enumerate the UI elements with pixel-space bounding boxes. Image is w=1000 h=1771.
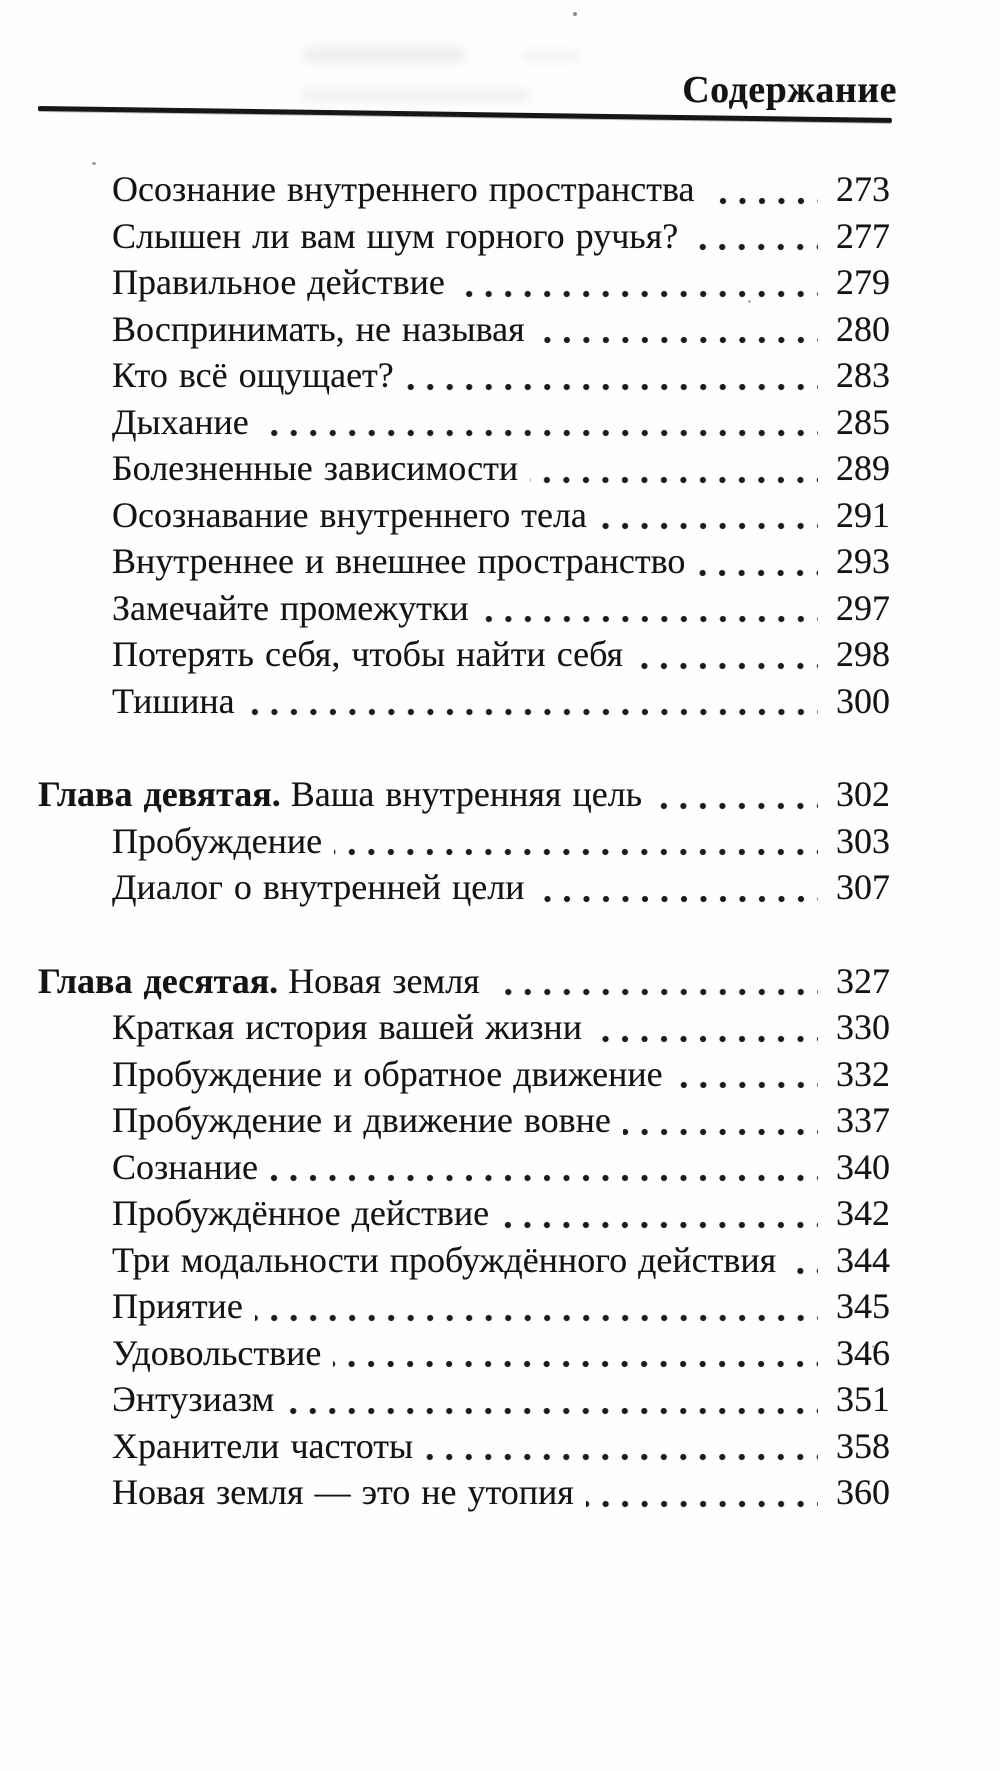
toc-item-page: 293: [836, 541, 890, 581]
toc-item-title: Слышен ли вам шум горного ручья?: [112, 215, 679, 256]
toc-row: [38, 864, 890, 911]
toc-row: [38, 1469, 890, 1516]
toc-row: [38, 1004, 890, 1051]
toc-row: [38, 259, 890, 306]
toc-item-title: Новая земля — это не утопия: [112, 1472, 574, 1512]
toc-item-page: 300: [836, 680, 890, 721]
toc-item-title: Диалог о внутренней цели: [112, 867, 525, 907]
toc-item-title: Кто всё ощущает?: [112, 355, 394, 395]
dot-leader: [599, 492, 818, 539]
toc-item-title: Хранители частоты: [112, 1425, 414, 1466]
toc-row: [38, 1423, 890, 1470]
dot-leader: [255, 1283, 818, 1330]
toc-item-title: Потерять себя, чтобы найти себя: [112, 634, 624, 674]
toc-row: [38, 631, 890, 678]
dot-leader: [270, 1144, 818, 1191]
toc-item-title: Осознание внутреннего пространства: [112, 169, 695, 209]
toc-item-page: 291: [836, 494, 890, 535]
toc-item-page: 297: [836, 587, 890, 628]
dot-leader: [707, 166, 818, 213]
dot-leader: [247, 678, 818, 725]
toc-item-title: Пробуждение и движение вовне: [112, 1100, 611, 1140]
toc-item-page: 327: [836, 960, 890, 1001]
dot-leader: [623, 1097, 818, 1144]
toc-section-chapter-10: [38, 958, 890, 1516]
toc-chapter-row: [38, 958, 890, 1005]
dot-leader: [425, 1423, 818, 1470]
toc-item-page: 285: [836, 401, 890, 442]
toc-item-page: 337: [836, 1100, 890, 1140]
dot-leader: [286, 1376, 818, 1423]
toc-item-page: 279: [836, 262, 890, 302]
toc-item-title: Правильное действие: [112, 262, 445, 302]
toc-item-page: 345: [836, 1286, 890, 1326]
dot-leader: [788, 1237, 818, 1284]
dot-leader: [594, 1004, 818, 1051]
toc-row: [38, 818, 890, 865]
toc-item-page: 298: [836, 634, 890, 674]
chapter-title: Ваша внутренняя цель: [290, 774, 643, 814]
toc-section: [38, 166, 890, 724]
toc-row: [38, 352, 890, 399]
dot-leader: [333, 1330, 818, 1377]
toc-item-page: 351: [836, 1379, 890, 1419]
toc-row: [38, 1376, 890, 1423]
toc-row: [38, 1144, 890, 1191]
dot-leader: [675, 1051, 818, 1098]
toc-section-chapter-9: [38, 771, 890, 911]
toc-item-page: 280: [836, 308, 890, 349]
chapter-number-label: Глава десятая.: [38, 960, 279, 1001]
dot-leader: [530, 445, 818, 492]
dot-leader: [492, 958, 818, 1005]
toc-item-page: 358: [836, 1425, 890, 1466]
dot-leader: [697, 538, 818, 585]
toc-row: [38, 1097, 890, 1144]
dot-leader: [334, 818, 818, 865]
toc-row: [38, 1330, 890, 1377]
toc-row: [38, 492, 890, 539]
toc-item-title: Приятие: [112, 1286, 243, 1326]
toc-item-page: 307: [836, 867, 890, 907]
toc-item-title: Пробуждённое действие: [112, 1193, 490, 1233]
dot-leader: [690, 213, 818, 260]
dot-leader: [654, 771, 818, 818]
toc-item-title: Сознание: [112, 1146, 258, 1187]
toc-row: [38, 678, 890, 725]
toc-item-title: Внутреннее и внешнее пространство: [112, 541, 686, 581]
toc-item-title: Замечайте промежутки: [112, 587, 469, 628]
scan-speckle: [92, 162, 96, 165]
toc-item-title: Пробуждение и обратное движение: [112, 1053, 663, 1094]
toc-item-title: Энтузиазм: [112, 1379, 275, 1419]
dot-leader: [586, 1469, 818, 1516]
toc-item-page: 342: [836, 1193, 890, 1233]
toc-item-page: 360: [836, 1472, 890, 1512]
toc-item-page: 303: [836, 820, 890, 861]
dot-leader: [501, 1190, 818, 1237]
dot-leader: [406, 352, 818, 399]
toc-item-page: 340: [836, 1146, 890, 1187]
toc-item-page: 302: [836, 774, 890, 814]
chapter-number-label: Глава девятая.: [38, 774, 281, 814]
scan-speckle: [573, 12, 577, 16]
toc-item-page: 273: [836, 169, 890, 209]
dot-leader: [537, 306, 818, 353]
toc-item-page: 277: [836, 215, 890, 256]
toc-item-page: 330: [836, 1007, 890, 1047]
dot-leader: [261, 399, 818, 446]
toc-row: [38, 538, 890, 585]
dot-leader: [481, 585, 818, 632]
toc-item-page: 289: [836, 448, 890, 488]
bleed-through-artifact: [520, 50, 580, 62]
toc-item-page: 283: [836, 355, 890, 395]
toc-chapter-row: [38, 771, 890, 818]
toc-row: [38, 306, 890, 353]
toc-row: [38, 1237, 890, 1284]
toc-item-page: 344: [836, 1239, 890, 1280]
dot-leader: [457, 259, 818, 306]
toc-row: [38, 213, 890, 260]
toc-item-title: Осознавание внутреннего тела: [112, 494, 587, 535]
toc-row: [38, 166, 890, 213]
dot-leader: [635, 631, 818, 678]
toc-item-page: 332: [836, 1053, 890, 1094]
toc-row: [38, 585, 890, 632]
page-title: Содержание: [682, 69, 897, 111]
table-of-contents: [38, 166, 890, 1516]
toc-item-page: 346: [836, 1332, 890, 1373]
toc-row: [38, 1283, 890, 1330]
toc-item-title: Болезненные зависимости: [112, 448, 519, 488]
toc-item-title: Тишина: [112, 680, 235, 721]
dot-leader: [537, 864, 818, 911]
toc-item-title: Воспринимать, не называя: [112, 308, 525, 349]
bleed-through-artifact: [300, 88, 530, 102]
toc-row: [38, 1190, 890, 1237]
toc-item-title: Дыхание: [112, 401, 249, 442]
toc-item-title: Три модальности пробуждённого действия: [112, 1239, 777, 1280]
toc-row: [38, 1051, 890, 1098]
toc-item-title: Удовольствие: [112, 1332, 322, 1373]
bleed-through-artifact: [302, 46, 467, 63]
toc-item-title: Краткая история вашей жизни: [112, 1007, 582, 1047]
toc-row: [38, 399, 890, 446]
toc-item-title: Пробуждение: [112, 820, 323, 861]
toc-row: [38, 445, 890, 492]
chapter-title: Новая земля: [288, 960, 480, 1001]
